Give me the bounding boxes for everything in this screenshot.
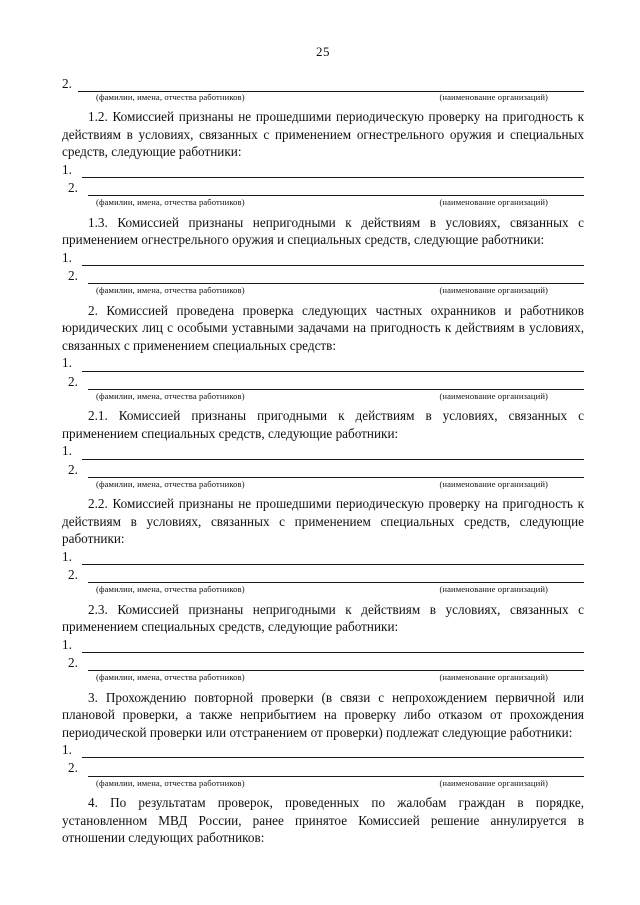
section-paragraph-1-3: 1.3. Комиссией признаны непригодными к действиям в условиях, связанных с применением огнестрельного оружия и специальных средств, следующие работники: bbox=[62, 214, 584, 248]
caption-right: (наименование организаций) bbox=[439, 777, 548, 788]
caption-right: (наименование организаций) bbox=[439, 390, 548, 401]
caption-right: (наименование организаций) bbox=[439, 92, 548, 102]
blank-entry-rule[interactable] bbox=[82, 360, 584, 372]
blank-entry-rule[interactable] bbox=[82, 641, 584, 653]
caption-left: (фамилии, имена, отчества работников) bbox=[96, 92, 245, 102]
caption-left: (фамилии, имена, отчества работников) bbox=[96, 390, 245, 401]
blank-entry bbox=[62, 162, 584, 178]
blank-entry-number: 2. bbox=[68, 760, 78, 776]
blank-entry bbox=[62, 549, 584, 565]
page-number: 25 bbox=[316, 44, 330, 59]
blank-entry-number: 1. bbox=[62, 355, 72, 371]
blank-entry bbox=[62, 355, 584, 371]
caption-left: (фамилии, имена, отчества работников) bbox=[96, 584, 245, 595]
blank-entry-number: 2. bbox=[68, 461, 78, 477]
caption-left: (фамилии, имена, отчества работников) bbox=[96, 285, 245, 296]
caption-row bbox=[62, 93, 584, 102]
caption-right: (наименование организаций) bbox=[439, 672, 548, 683]
blank-entry bbox=[62, 462, 584, 478]
caption-row bbox=[62, 585, 584, 594]
blank-entry-number: 1. bbox=[62, 161, 72, 177]
blank-entry-rule[interactable] bbox=[78, 80, 584, 92]
section-paragraph-3: 3. Прохождению повторной проверки (в связи с непрохождением первичной или плановой проверки, а также неприбытием на проверку либо отказом от прохождения периодической проверки или отстранением от проверки) подлежат следующие работники: bbox=[62, 689, 584, 740]
section-paragraph-2-3: 2.3. Комиссией признаны непригодными к действиям в условиях, связанных с применением специальных средств, следующие работники: bbox=[62, 601, 584, 635]
blank-entry bbox=[62, 760, 584, 776]
blank-entry bbox=[62, 180, 584, 196]
caption-row bbox=[62, 392, 584, 401]
caption-right: (наименование организаций) bbox=[439, 584, 548, 595]
blank-entry-top bbox=[62, 76, 584, 92]
blank-entry-rule[interactable] bbox=[82, 254, 584, 266]
blank-entry bbox=[62, 250, 584, 266]
caption-row bbox=[62, 779, 584, 788]
blank-entry-number: 1. bbox=[62, 548, 72, 564]
blank-entry-rule[interactable] bbox=[82, 553, 584, 565]
blank-entry-number: 2. bbox=[62, 76, 72, 91]
blank-entry-rule[interactable] bbox=[82, 448, 584, 460]
blank-entry-number: 1. bbox=[62, 636, 72, 652]
blank-entry bbox=[62, 567, 584, 583]
caption-left: (фамилии, имена, отчества работников) bbox=[96, 197, 245, 208]
caption-row bbox=[62, 198, 584, 207]
caption-row bbox=[62, 286, 584, 295]
blank-list-2-1 bbox=[62, 443, 584, 478]
blank-list-2 bbox=[62, 355, 584, 390]
blank-entry-rule[interactable] bbox=[88, 466, 584, 478]
blank-entry bbox=[62, 374, 584, 390]
blank-entry-rule[interactable] bbox=[88, 184, 584, 196]
blank-entry-number: 1. bbox=[62, 249, 72, 265]
caption-row bbox=[62, 480, 584, 489]
blank-entry-number: 2. bbox=[68, 180, 78, 196]
blank-entry bbox=[62, 655, 584, 671]
caption-right: (наименование организаций) bbox=[439, 197, 548, 208]
caption-left: (фамилии, имена, отчества работников) bbox=[96, 777, 245, 788]
section-paragraph-1-2: 1.2. Комиссией признаны не прошедшими периодическую проверку на пригодность к действиям в условиях, связанных с применением огнестрельного оружия и специальных средств, следующие работники: bbox=[62, 109, 584, 160]
caption-row bbox=[62, 673, 584, 682]
blank-entry-rule[interactable] bbox=[88, 571, 584, 583]
caption-right: (наименование организаций) bbox=[439, 285, 548, 296]
blank-entry-number: 1. bbox=[62, 443, 72, 459]
section-paragraph-2-1: 2.1. Комиссией признаны пригодными к действиям в условиях, связанных с применением специальных средств, следующие работники: bbox=[62, 408, 584, 441]
section-paragraph-2-2: 2.2. Комиссией признаны не прошедшими периодическую проверку на пригодность к действиям в условиях, связанных с применением специальных средств, следующие работники: bbox=[62, 496, 584, 547]
blank-entry-rule[interactable] bbox=[82, 746, 584, 758]
blank-entry-number: 2. bbox=[68, 655, 78, 670]
blank-entry bbox=[62, 443, 584, 459]
blank-entry bbox=[62, 742, 584, 758]
blank-entry-rule[interactable] bbox=[88, 272, 584, 284]
blank-entry-number: 1. bbox=[62, 742, 72, 758]
blank-list-3 bbox=[62, 742, 584, 777]
blank-entry-rule[interactable] bbox=[88, 765, 584, 777]
blank-entry-number: 2. bbox=[68, 566, 78, 582]
blank-entry-number: 2. bbox=[68, 373, 78, 389]
section-paragraph-2: 2. Комиссией проведена проверка следующих частных охранников и работников юридических лиц с особыми уставными задачами на пригодность к действиям в условиях, связанных с применением специальных средств: bbox=[62, 302, 584, 353]
caption-left: (фамилии, имена, отчества работников) bbox=[96, 478, 245, 489]
blank-list-2-2 bbox=[62, 549, 584, 584]
blank-entry-rule[interactable] bbox=[88, 378, 584, 390]
blank-entry bbox=[62, 637, 584, 653]
caption-right: (наименование организаций) bbox=[439, 478, 548, 489]
caption-left: (фамилии, имена, отчества работников) bbox=[96, 672, 245, 683]
blank-list-1-2 bbox=[62, 162, 584, 197]
blank-entry-rule[interactable] bbox=[82, 166, 584, 178]
blank-list-2-3 bbox=[62, 637, 584, 672]
blank-entry bbox=[62, 268, 584, 284]
section-paragraph-4: 4. По результатам проверок, проведенных по жалобам граждан в порядке, установленном МВД России, ранее принятое Комиссией решение аннулируется в отношении следующих работников: bbox=[62, 795, 584, 846]
blank-entry-number: 2. bbox=[68, 268, 78, 284]
blank-entry-rule[interactable] bbox=[88, 659, 584, 671]
blank-list-1-3 bbox=[62, 250, 584, 285]
